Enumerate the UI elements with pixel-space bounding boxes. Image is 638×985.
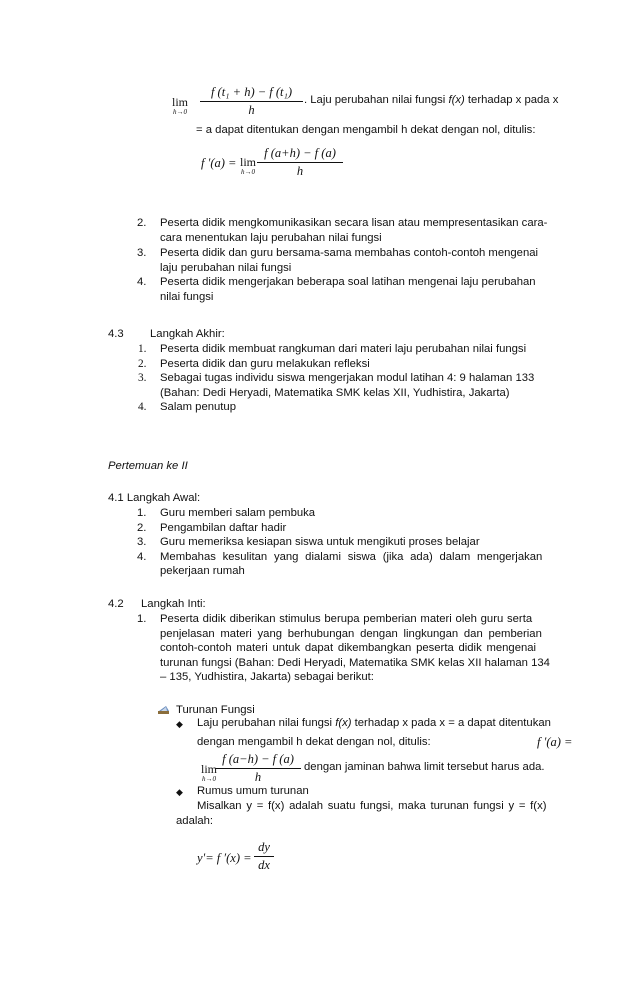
akhir-item-4-text: Salam penutup — [160, 401, 236, 413]
awal-item-3-num: 3. — [137, 536, 147, 548]
formula2-lim: lim h→0 — [240, 155, 257, 176]
inti-item-4-line1: Peserta didik mengerjakan beberapa soal latihan mengenai laju perubahan — [160, 276, 536, 288]
inti-item-2-num: 2. — [137, 217, 147, 229]
inti-item-3-line1: Peserta didik dan guru bersama-sama membahas contoh-contoh mengenai — [160, 247, 539, 259]
formula2-fraction — [257, 146, 343, 179]
inti2-item-1-num: 1. — [137, 613, 147, 625]
bullet-2-icon: ◆ — [176, 787, 183, 797]
awal-item-1-num: 1. — [137, 507, 147, 519]
akhir-item-2-num: 2. — [138, 358, 147, 370]
inti-item-4-num: 4. — [137, 276, 147, 288]
inti2-title: Langkah Inti: — [141, 598, 206, 610]
intro-line2: = a dapat ditentukan dengan mengambil h dekat dengan nol, ditulis: — [196, 124, 536, 136]
formula1-fraction — [200, 85, 303, 118]
inti2-item-1-line1: Peserta didik diberikan stimulus berupa pemberian materi oleh guru serta — [160, 613, 533, 625]
awal-item-3-text: Guru memeriksa kesiapan siswa untuk mengikuti proses belajar — [160, 536, 480, 548]
turunan-bullet1-line2: dengan mengambil h dekat dengan nol, ditulis: — [197, 736, 431, 748]
formula3-lim: lim h→0 — [201, 762, 218, 783]
formula2-lhs: f ′(a) = — [201, 156, 237, 170]
turunan-bullet1-line1: Laju perubahan nilai fungsi f(x) terhadap x pada x = a dapat ditentukan — [197, 717, 551, 729]
inti2-section-number: 4.2 — [108, 598, 124, 610]
inti-item-2-line2: cara menentukan laju perubahan nilai fungsi — [160, 232, 382, 244]
formula4-numerator: dy — [258, 840, 270, 854]
turunan-title: Turunan Fungsi — [176, 704, 255, 716]
arrow-bullet-icon — [157, 704, 171, 719]
akhir-item-4-num: 4. — [138, 401, 147, 413]
awal-item-1-text: Guru memberi salam pembuka — [160, 507, 316, 519]
akhir-item-3-num: 3. — [138, 372, 147, 384]
inti2-item-1-line4: turunan fungsi (Bahan: Dedi Heryadi, Matematika SMK kelas XII halaman 134 — [160, 657, 550, 669]
akhir-item-2-text: Peserta didik dan guru melakukan refleksi — [160, 358, 370, 370]
formula1-numerator: f (t₁ + h) − f (t₁) — [210, 85, 293, 99]
awal-item-4-text: Membahas kesulitan yang dialami siswa (jika ada) dalam mengerjakan — [160, 551, 543, 563]
intro-line1: . Laju perubahan nilai fungsi f(x) terhadap x pada x — [304, 94, 559, 106]
formula1-lim: lim h→0 — [172, 95, 189, 116]
inti2-item-1-line3: contoh-contoh materi untuk dapat dikembangkan peserta didik mengenai — [160, 642, 537, 654]
akhir-item-1-text: Peserta didik membuat rangkuman dari materi laju perubahan nilai fungsi — [160, 343, 527, 355]
akhir-title: Langkah Akhir: — [150, 328, 225, 340]
formula2-denominator: h — [296, 164, 304, 178]
turunan-bullet1-tail: dengan jaminan bahwa limit tersebut harus ada. — [304, 761, 545, 773]
akhir-item-3-line2: (Bahan: Dedi Heryadi, Matematika SMK kelas XII, Yudhistira, Jakarta) — [160, 387, 510, 399]
inti-item-3-line2: laju perubahan nilai fungsi — [160, 262, 292, 274]
inti-item-3-num: 3. — [137, 247, 147, 259]
inti2-item-1-line2: penjelasan materi yang berhubungan dengan lingkungan dan pemberian — [160, 628, 542, 640]
bullet-1-icon: ◆ — [176, 719, 183, 729]
awal-item-2-text: Pengambilan daftar hadir — [160, 522, 287, 534]
turunan-bullet2-line1: Misalkan y = f(x) adalah suatu fungsi, maka turunan fungsi y = f(x) — [197, 800, 547, 812]
inti2-item-1-line5: – 135, Yudhistira, Jakarta) sebagai berikut: — [160, 671, 374, 683]
inti-item-4-line2: nilai fungsi — [160, 291, 214, 303]
formula4-denominator: dx — [258, 858, 270, 872]
akhir-item-3-text: Sebagai tugas individu siswa mengerjakan modul latihan 4: 9 halaman 133 — [160, 372, 535, 384]
turunan-bullet2-title: Rumus umum turunan — [197, 785, 309, 797]
formula2-numerator: f (a+h) − f (a) — [264, 146, 336, 160]
awal-item-2-num: 2. — [137, 522, 147, 534]
formula4-lhs: y'= f ′(x) = — [197, 851, 252, 865]
formula4-fraction — [254, 840, 274, 873]
akhir-item-1-num: 1. — [138, 343, 147, 355]
formula3-numerator: f (a−h) − f (a) — [222, 752, 294, 766]
formula1-denominator: h — [248, 103, 255, 117]
akhir-section-number: 4.3 — [108, 328, 124, 340]
awal-item-4-line2: pekerjaan rumah — [160, 565, 245, 577]
formula3-fraction — [215, 752, 301, 785]
awal-item-4-num: 4. — [137, 551, 147, 563]
pertemuan-heading: Pertemuan ke II — [108, 460, 188, 472]
turunan-bullet2-line2: adalah: — [176, 815, 214, 827]
formula3-denominator: h — [254, 770, 262, 784]
awal-title: 4.1 Langkah Awal: — [108, 492, 201, 504]
inti-item-2-line1: Peserta didik mengkomunikasikan secara lisan atau mempresentasikan cara- — [160, 217, 548, 229]
turunan-fa: f ′(a) = — [537, 735, 573, 749]
